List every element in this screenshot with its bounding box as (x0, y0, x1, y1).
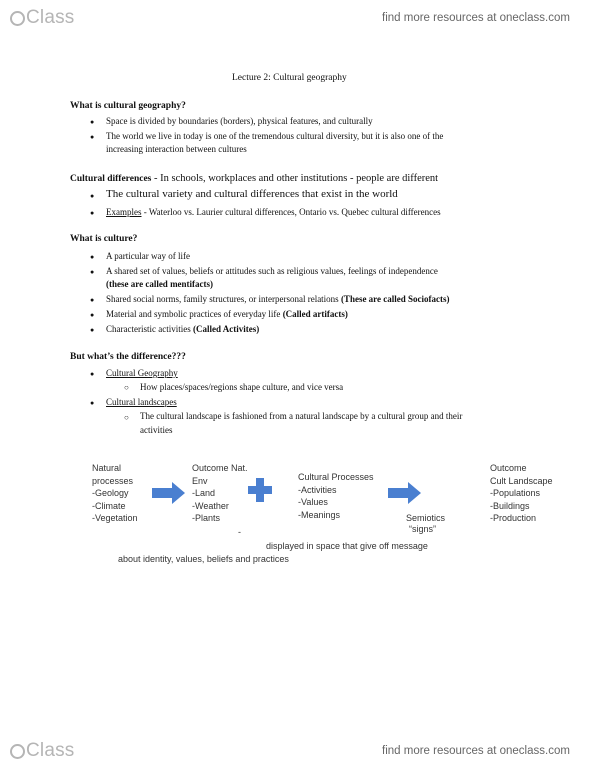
bullet-icon: ● (90, 133, 95, 141)
list-item: The world we live in today is one of the tremendous cultural diversity, but it is also one of the (106, 131, 444, 141)
diagram-dash: - (238, 527, 241, 537)
diagram-outcome-natural-env: Outcome Nat. Env -Land -Weather -Plants (192, 463, 248, 523)
sub-bullet-icon: ○ (124, 383, 129, 392)
bullet-icon: ● (90, 311, 95, 319)
section-heading-what-is-culture: What is culture? (70, 234, 138, 244)
plus-icon (248, 478, 272, 502)
bullet-icon: ● (90, 399, 95, 407)
list-item: A particular way of life (106, 251, 190, 261)
oneclass-logo-footer: Class (10, 740, 75, 762)
section-heading-difference: But what’s the difference??? (70, 352, 186, 362)
bullet-icon: ● (90, 370, 95, 378)
footer-find-more[interactable]: find more resources at oneclass.com (382, 745, 570, 757)
list-item: A shared set of values, beliefs or attitudes such as religious values, feelings of independence (106, 266, 438, 276)
bullet-icon: ● (90, 118, 95, 126)
list-item: Shared social norms, family structures, or interpersonal relations (These are called Sociofacts) (106, 294, 450, 304)
page-title: Lecture 2: Cultural geography (232, 73, 347, 83)
logo-o-icon (10, 744, 25, 759)
right-arrow-icon (152, 482, 186, 504)
diagram-natural-processes: Natural processes -Geology -Climate -Vegetation (92, 463, 138, 523)
list-item: Examples - Waterloo vs. Laurier cultural differences, Ontario vs. Quebec cultural differences (106, 207, 441, 217)
bullet-icon: ● (90, 268, 95, 276)
diagram-cultural-processes: Cultural Processes -Activities -Values -Meanings (298, 472, 374, 520)
list-item: Characteristic activities (Called Activites) (106, 324, 260, 334)
diagram-semiotics: Semiotics “signs” (406, 513, 446, 534)
sub-list-item: How places/spaces/regions shape culture, and vice versa (140, 382, 344, 392)
right-arrow-icon (388, 482, 422, 504)
list-item-cont: (these are called mentifacts) (106, 279, 214, 289)
bullet-icon: ● (90, 296, 95, 304)
list-item: Space is divided by boundaries (borders), physical features, and culturally (106, 116, 373, 126)
section-heading-cultural-differences: Cultural differences - In schools, workplaces and other institutions - people are different (70, 173, 439, 184)
section-heading-cultural-geography: What is cultural geography? (70, 101, 186, 111)
logo-o-icon (10, 11, 25, 26)
bullet-icon: ● (90, 209, 95, 217)
oneclass-logo: Class (10, 7, 75, 29)
header-find-more[interactable]: find more resources at oneclass.com (382, 12, 570, 24)
list-item: Material and symbolic practices of everyday life (Called artifacts) (106, 309, 348, 319)
diagram-note-line1: displayed in space that give off message (266, 541, 428, 551)
diagram-note-line2: about identity, values, beliefs and practices (118, 554, 289, 564)
list-item: Cultural landscapes (106, 397, 177, 407)
bullet-icon: ● (90, 326, 95, 334)
list-item: The cultural variety and cultural differences that exist in the world (106, 188, 398, 200)
sub-list-item: The cultural landscape is fashioned from a natural landscape by a cultural group and their (140, 411, 463, 421)
diagram-outcome-cultural-landscape: Outcome Cult Landscape -Populations -Buildings -Production (490, 463, 553, 523)
bullet-icon: ● (90, 192, 95, 200)
list-item-cont: increasing interaction between cultures (106, 144, 247, 154)
list-item: Cultural Geography (106, 368, 178, 378)
sub-bullet-icon: ○ (124, 413, 129, 422)
bullet-icon: ● (90, 253, 95, 261)
sub-list-item-cont: activities (140, 425, 173, 435)
